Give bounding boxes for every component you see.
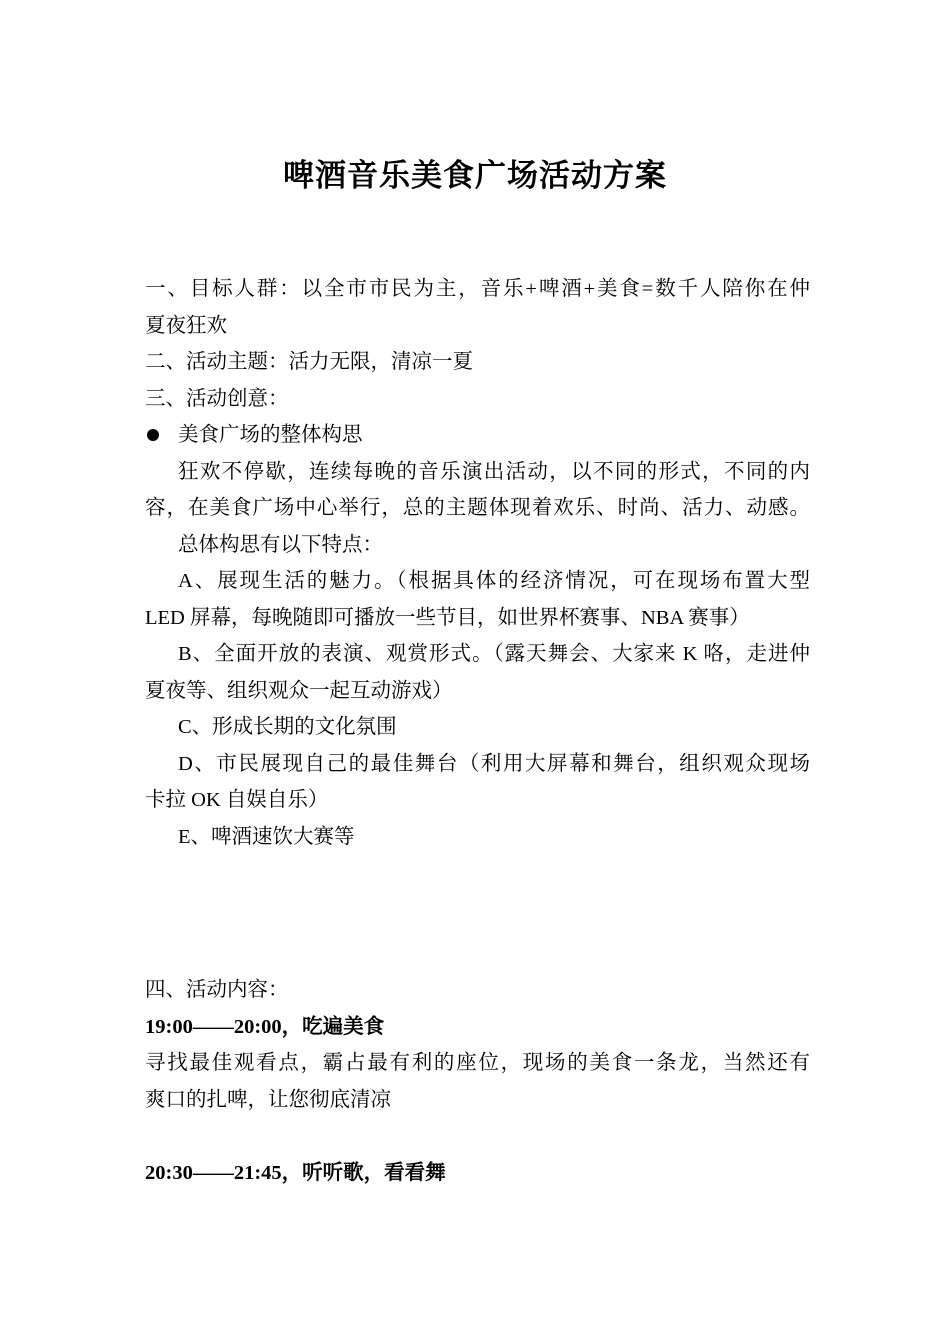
section-theme: 二、活动主题：活力无限，清凉一夏	[145, 351, 473, 373]
document-body-lower	[145, 972, 810, 1191]
feature-b-line-2: 夏夜等、组织观众一起互动游戏）	[145, 679, 453, 702]
section-target-audience-line-1: 一、目标人群：以全市市民为主，音乐+啤酒+美食=数千人陪你在仲	[145, 278, 810, 300]
feature-e: E、啤酒速饮大赛等	[178, 825, 355, 848]
bullet-dot-icon	[147, 429, 159, 441]
section-target-audience-line-2: 夏夜狂欢	[145, 314, 227, 337]
feature-a-line-2: LED 屏幕，每晚随即可播放一些节目，如世界杯赛事、NBA 赛事）	[145, 606, 750, 629]
bullet-item-label: 美食广场的整体构思	[178, 424, 363, 446]
feature-d-line-2: 卡拉 OK 自娱自乐）	[145, 789, 329, 811]
schedule-1-line-1: 寻找最佳观看点，霸占最有利的座位，现场的美食一条龙，当然还有	[145, 1052, 810, 1074]
paragraph-concept-line-1: 狂欢不停歇，连续每晚的音乐演出活动，以不同的形式，不同的内	[178, 460, 810, 483]
blank-line	[145, 1118, 810, 1155]
schedule-1-heading: 19:00——20:00，吃遍美食	[145, 1015, 385, 1038]
section-creative-heading: 三、活动创意：	[145, 387, 289, 410]
document-body-upper	[145, 271, 810, 855]
feature-a-line-1: A、展现生活的魅力。（根据具体的经济情况，可在现场布置大型	[178, 570, 810, 592]
section-content-heading: 四、活动内容：	[145, 979, 289, 1001]
paragraph-concept-line-2: 容，在美食广场中心举行，总的主题体现着欢乐、时尚、活力、动感。	[145, 497, 810, 519]
schedule-2-heading: 20:30——21:45，听听歌，看看舞	[145, 1161, 446, 1184]
feature-d-line-1: D、市民展现自己的最佳舞台（利用大屏幕和舞台，组织观众现场	[178, 752, 810, 775]
feature-c: C、形成长期的文化氛围	[178, 716, 397, 738]
paragraph-features-intro: 总体构思有以下特点：	[178, 533, 383, 556]
feature-b-line-1: B、全面开放的表演、观赏形式。（露天舞会、大家来 K 咯，走进仲	[178, 643, 810, 665]
bullet-item	[145, 417, 810, 454]
schedule-1-line-2: 爽口的扎啤，让您彻底清凉	[145, 1088, 391, 1111]
document-title: 啤酒音乐美食广场活动方案	[283, 158, 667, 193]
